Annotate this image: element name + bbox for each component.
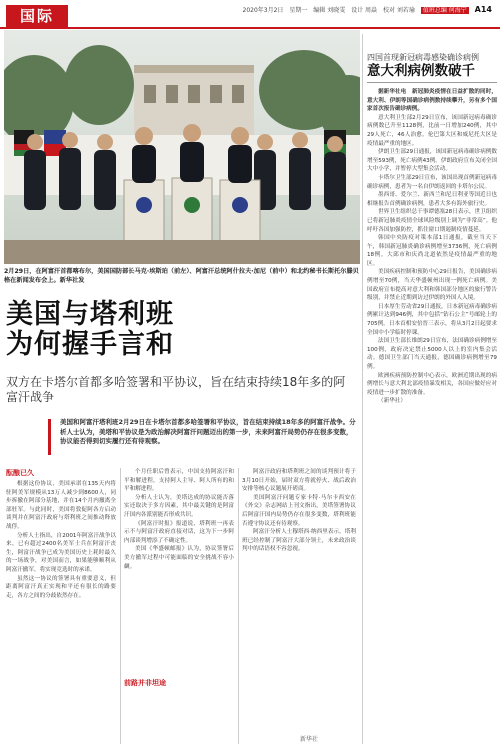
col1-paragraph: 分析人士指出，自2001年阿富汗战争以来，已有超过2400名美军士兵在阿富汗丧生，阿富汗战争已成为美国历史上耗时最久的一场战争，对美国而言，如果能够顺利从阿富汗撤军，将实现竞选时的承诺。	[6, 532, 116, 573]
side-column-divider	[362, 34, 363, 744]
article-byline: 新华社	[300, 736, 319, 743]
side-story-headline: 意大利病例数破千	[367, 63, 475, 79]
press-conference-illustration	[4, 30, 360, 264]
proof-credit: 校对 刘若瑜	[382, 7, 415, 14]
side-paragraph: 据新华社电 新冠肺炎疫情在日益扩散的同时，意大利、伊朗等国确诊病例数持续攀升，另有多个国家首次报告确诊病例。	[367, 89, 497, 113]
section-label: 国际	[6, 5, 68, 27]
article-column-2	[124, 468, 234, 668]
col3-paragraph: 美国阿富汗问题专家卡特·马尔卡西安在《外交》杂志网站上刊文指出，美塔签署协议后阿富汗国内局势仍存在很多变数，塔利班能否遵守协议还有待观察。	[242, 494, 356, 527]
news-photo	[4, 30, 360, 264]
side-paragraph: 意大利卫生部2月29日宣布，该国新冠病毒确诊病例数已升至1128例，比前一日增加240例，其中29人死亡，46人治愈。伦巴第大区和威尼托大区是疫情最严重的地区。	[367, 114, 497, 147]
chief-editor-credit: 值班总编 何海宁	[422, 7, 467, 14]
side-story-kicker: 四国首现新冠病毒感染确诊病例	[367, 53, 479, 62]
col1-paragraph: 根据这份协议，美国承诺在135天内将驻阿美军规模从13万人减少到8600人，同步拆撤在阿部分基地，并在14个月内撤离全部驻军。与此同时，美国将敦促阿各方启动谈判并在阿富汗政府与塔利班之间推动释放战俘。	[6, 481, 116, 530]
side-paragraph: 法国卫生部长维朗29日宣布，法国确诊病例增至100例，政府决定禁止5000人以上的室内集会活动。德国卫生部门当天通报，德国确诊病例增至79例。	[367, 338, 497, 370]
article-summary: 美国和阿富汗塔利班2月29日在卡塔尔首都多哈签署和平协议，旨在结束持续18年多的阿富汗战争。分析人士认为，美塔和平协议是为政治解决阿富汗问题迈出的第一步，未来阿富汗局势仍存在很多变数，协议能否得到切实履行还有待观察。	[60, 418, 356, 445]
designer-credit: 设计 周焱	[351, 7, 378, 14]
col3-paragraph: 阿富汗分析人士穆塔西·纳西里表示，塔利班已经控制了阿富汗大部分领土，未来政治谈判中的话语权不容忽视。	[242, 529, 356, 553]
col2-paragraph: 分析人士认为，美塔达成的协议能否落实还取决于多方因素，其中最关键的是阿富汗国内各派别能否形成共识。	[124, 494, 234, 518]
masthead-rule	[0, 27, 500, 29]
headline-line-2: 为何握手言和	[6, 329, 174, 360]
page-meta	[239, 5, 492, 14]
side-paragraph: 日本厚生劳动省29日通报，日本新冠病毒确诊病例累计达到946例，其中包括“钻石公主”号邮轮上的705例。日本首相安倍晋三表示，将从3月2日起要求全国中小学临时停课。	[367, 303, 497, 336]
article-column-3	[242, 468, 356, 730]
side-paragraph: 墨西哥、爱尔兰、新西兰和尼日利亚等国近日也相继报告首例确诊病例，患者大多有海外旅行史。	[367, 192, 497, 207]
subheadline: 双方在卡塔尔首都多哈签署和平协议，旨在结束持续18年多的阿富汗战争	[6, 375, 346, 404]
issue-weekday: 星期一	[289, 7, 308, 14]
col2-paragraph: 个月任职后曾表示，中国支持阿富汗和平和解进程，支持阿人主导、阿人所有的和平和解进程。	[124, 469, 234, 493]
col1-paragraph: 虽然这一协议的签署具有重要意义，但距离阿富汗真正实现和平还有很长的路要走，各方之间的分歧依然存在。	[6, 575, 116, 599]
main-headline	[6, 300, 356, 360]
column-divider	[238, 468, 239, 744]
photo-caption: 2月29日，在阿富汗首都喀布尔，美国国防部长马克·埃斯珀（前左）、阿富汗总统阿什拉夫·加尼（前中）和北约秘书长斯托尔滕贝格在新闻发布会上。新华社发	[4, 268, 359, 284]
summary-accent-bar	[48, 419, 51, 455]
headline-line-1: 美国与塔利班	[6, 299, 174, 330]
col2-paragraph: 《阿富汗时报》报道说，塔利班一再表示不与阿富汗政府直接对话，这为下一步阿内部谈判增添了不确定性。	[124, 520, 234, 544]
issue-date: 2020年3月2日	[242, 7, 284, 14]
podiums	[124, 178, 260, 250]
page-number: A14	[474, 5, 492, 14]
column-divider	[120, 468, 121, 744]
side-paragraph: （新华社）	[378, 398, 406, 405]
side-paragraph: 韩国中央防疫对策本部1日通报，截至当天下午，韩国新冠肺炎确诊病例增至3736例，死亡病例18例。大邱市和庆尚北道依然是疫情最严重的地区。	[367, 235, 497, 267]
editor-credit: 编辑 刘晓雯	[313, 7, 346, 14]
side-paragraph: 美国疾病控制和预防中心29日报告，美国确诊病例增至70例，当天华盛顿州出现一例死亡病例。美国政府宣布提高对意大利和韩国部分地区的旅行警告级别，并禁止近期到访过伊朗的外国人入境。	[367, 269, 497, 302]
section-heading-2: 前路并非坦途	[124, 679, 166, 687]
col3-paragraph: 阿富汗政府和塔利班之间的谈判预计将于3月10日开始，届时双方将就停火、战后政治安排等核心议题展开磋商。	[242, 469, 356, 493]
side-paragraph: 欧洲疾病预防控制中心表示，欧洲近期出现的病例增长与意大利北部疫情暴发相关，各国应做好应对疫情进一步扩散的准备。	[367, 372, 497, 396]
side-story-rule	[367, 82, 497, 83]
side-paragraph: 世界卫生组织总干事谭德塞28日表示，世卫组织已将新冠肺炎疫情全球风险级别上调为“非常高”。他呼吁各国加强防控，抓住窗口期遏制疫情蔓延。	[367, 209, 497, 233]
side-paragraph: 卡塔尔卫生部29日宣布，该国出现首例新冠病毒确诊病例，患者为一名自伊朗返回的卡塔尔公民。	[367, 174, 497, 190]
section-heading-1: 酝酿已久	[6, 469, 34, 477]
col2-paragraph: 美国《华盛顿邮报》认为，协议签署后美方撤军过程中可能面临的安全挑战不容小觑。	[124, 546, 234, 570]
article-column-1	[6, 480, 116, 742]
side-paragraph: 伊朗卫生部29日通报，该国新冠病毒确诊病例数增至593例，死亡病例43例。伊朗政府宣布关闭全国大中小学，并暂停大型集会活动。	[367, 149, 497, 173]
masthead	[0, 0, 500, 30]
side-story-body	[367, 88, 497, 743]
